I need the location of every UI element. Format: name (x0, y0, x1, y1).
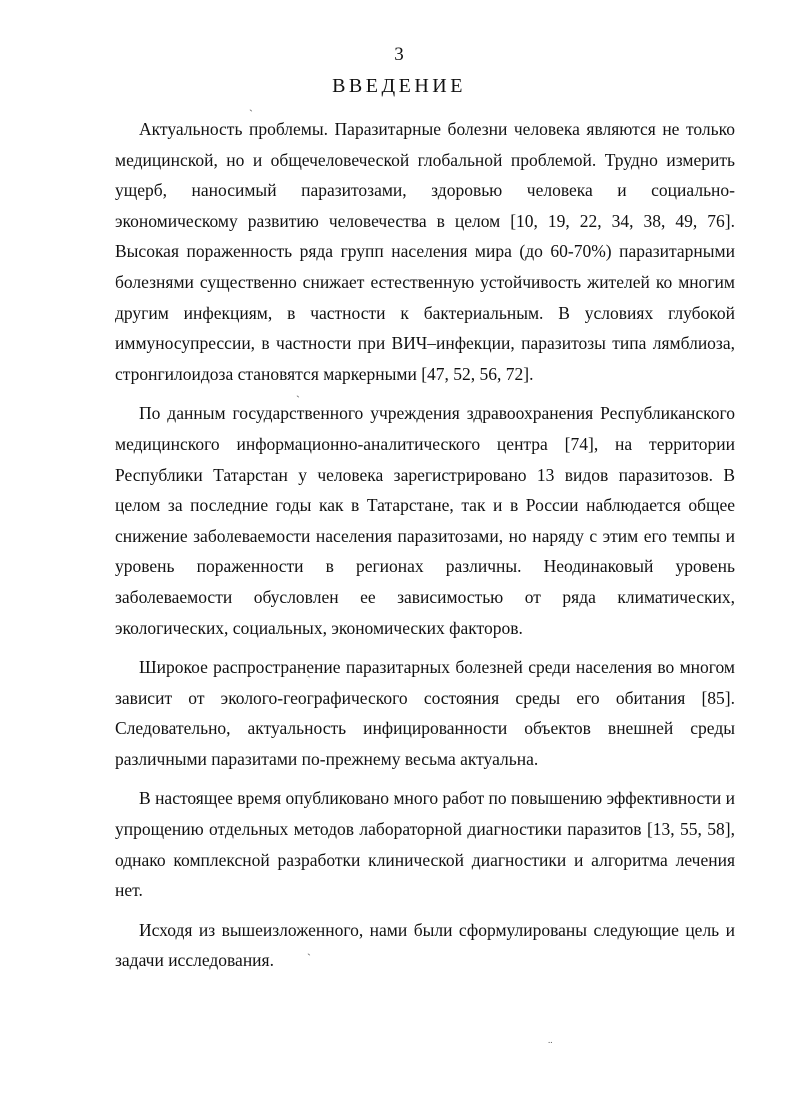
paragraph-diagnostics: В настоящее время опубликовано много работ по повышению эффективности и упрощению отдельных методов лабораторной диагностики паразитов [13, 55, 58], однако комплексной разработки клинической диагностики и алгоритма лечения нет. (115, 788, 735, 901)
paragraph-statistics: По данным государственного учреждения здравоохранения Республиканского медицинского информационно-аналитического центра [74], на территории Республики Татарстан у человека зарегистрировано 13 видов паразитозов. В целом за последние годы как в Татарстане, так и в России наблюдается общее снижение заболеваемости населения паразитозами, но наряду с этим его темпы и уровень пораженности в регионах различны. Неодинаковый уровень заболеваемости обусловлен ее зависимостью от ряда климатических, экологических, социальных, экономических факторов. (115, 403, 735, 638)
section-heading: ВВЕДЕНИЕ (332, 75, 466, 97)
paragraph-relevance: Актуальность проблемы. Паразитарные болезни человека являются не только медицинской, но и общечеловеческой глобальной проблемой. Трудно измерить ущерб, наносимый паразитозами, здоровью человека и социально-экономическому развитию человечества в целом [10, 19, 22, 34, 38, 49, 76]. Высокая пораженность ряда групп населения мира (до 60-70%) паразитарными болезнями существенно снижает естественную устойчивость жителей ко многим другим инфекциям, в частности к бактериальным. В условиях глубокой иммуносупрессии, в частности при ВИЧ–инфекции, паразитозы типа лямблиоза, стронгилоидоза становятся маркерными [47, 52, 56, 72]. (115, 119, 735, 384)
scan-speck: ` (307, 673, 311, 687)
body-text (115, 114, 735, 976)
page-number: 3 (394, 44, 404, 65)
scan-speck: ` (307, 951, 311, 965)
paragraph-goals: Исходя из вышеизложенного, нами были сформулированы следующие цель и задачи исследования. (115, 919, 735, 971)
scan-speck: .. (548, 1035, 553, 1045)
scan-speck: ` (296, 393, 300, 407)
paragraph-environment: Широкое распространение паразитарных болезней среди населения во многом зависит от эколого-географического состояния среды его обитания [85]. Следовательно, актуальность инфицированности объектов внешней среды различными паразитами по-прежнему весьма актуальна. (115, 657, 735, 769)
scan-speck: ` (249, 107, 253, 121)
